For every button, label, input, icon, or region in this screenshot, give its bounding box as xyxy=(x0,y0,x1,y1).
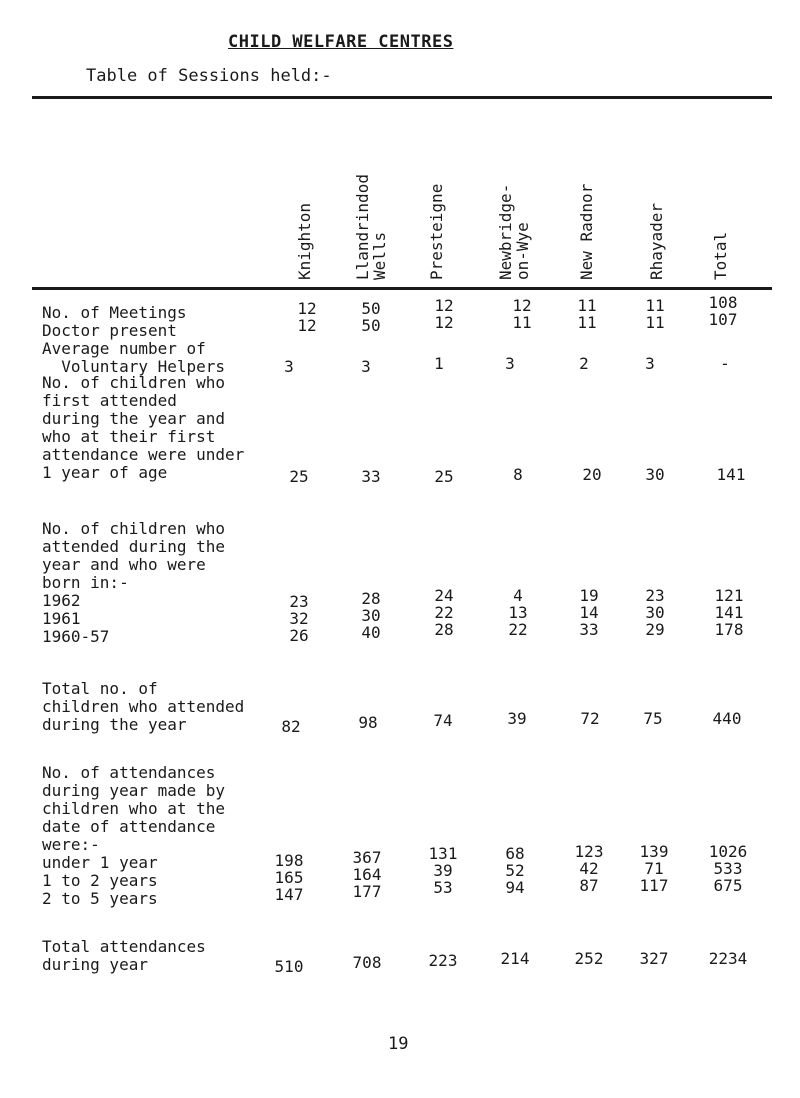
cell-attendances-total: 1026 533 675 xyxy=(708,842,748,895)
cell-meetings-newbridge: 12 11 xyxy=(512,296,532,332)
column-header-presteigne: Presteigne xyxy=(427,183,446,280)
row-label-born-in: No. of children who attended during the year and who were born in:- 1962 1961 1960-57 xyxy=(42,519,226,646)
cell-total-attendances-rhayader: 327 xyxy=(639,949,669,968)
row-label-attendances: No. of attendances during year made by children who at the date of attendance were:- under 1 year 1 to 2 years 2 to 5 years xyxy=(42,763,226,908)
cell-helpers-newbridge: 3 xyxy=(505,354,515,373)
cell-meetings-knighton: 12 12 xyxy=(297,299,317,335)
cell-first-attended-newbridge: 8 xyxy=(513,465,523,484)
cell-meetings-new-radnor: 11 11 xyxy=(577,296,597,332)
cell-meetings-rhayader: 11 11 xyxy=(645,296,665,332)
cell-total-children-presteigne: 74 xyxy=(433,711,453,730)
row-label-total-attendances: Total attendances during year xyxy=(42,937,206,974)
cell-first-attended-presteigne: 25 xyxy=(434,467,454,486)
cell-attendances-presteigne: 131 39 53 xyxy=(428,844,458,897)
cell-helpers-total: - xyxy=(720,354,730,373)
cell-total-children-total: 440 xyxy=(712,709,742,728)
cell-helpers-presteigne: 1 xyxy=(434,354,444,373)
cell-total-children-llandrindod: 98 xyxy=(358,713,378,732)
cell-total-attendances-llandrindod: 708 xyxy=(352,953,382,972)
row-label-total-children: Total no. of children who attended during the year xyxy=(42,679,245,734)
cell-born-in-llandrindod: 28 30 40 xyxy=(361,589,381,642)
cell-meetings-presteigne: 12 12 xyxy=(434,296,454,332)
cell-born-in-presteigne: 24 22 28 xyxy=(434,586,454,639)
cell-total-attendances-newbridge: 214 xyxy=(500,949,530,968)
header-bottom-rule xyxy=(32,287,772,290)
cell-born-in-rhayader: 23 30 29 xyxy=(645,586,665,639)
column-header-llandrindod: Llandrindod Wells xyxy=(353,174,389,280)
cell-total-attendances-total: 2234 xyxy=(708,949,748,968)
column-header-rhayader: Rhayader xyxy=(647,202,666,280)
cell-meetings-total: 108 107 xyxy=(708,293,738,329)
cell-total-attendances-presteigne: 223 xyxy=(428,951,458,970)
cell-total-attendances-knighton: 510 xyxy=(274,957,304,976)
row-label-helpers: Average number of Voluntary Helpers xyxy=(42,339,226,376)
cell-helpers-llandrindod: 3 xyxy=(361,357,371,376)
page-title: CHILD WELFARE CENTRES xyxy=(228,32,454,52)
cell-helpers-new-radnor: 2 xyxy=(579,354,589,373)
column-header-newbridge: Newbridge- on-Wye xyxy=(496,183,532,280)
cell-attendances-knighton: 198 165 147 xyxy=(274,851,304,904)
cell-total-children-new-radnor: 72 xyxy=(580,709,600,728)
cell-attendances-newbridge: 68 52 94 xyxy=(505,844,525,897)
cell-total-children-newbridge: 39 xyxy=(507,709,527,728)
cell-first-attended-rhayader: 30 xyxy=(645,465,665,484)
cell-born-in-newbridge: 4 13 22 xyxy=(508,586,528,639)
column-header-knighton: Knighton xyxy=(295,202,314,280)
cell-attendances-llandrindod: 367 164 177 xyxy=(352,848,382,901)
cell-meetings-llandrindod: 50 50 xyxy=(361,299,381,335)
cell-first-attended-total: 141 xyxy=(716,465,746,484)
cell-total-attendances-new-radnor: 252 xyxy=(574,949,604,968)
cell-attendances-new-radnor: 123 42 87 xyxy=(574,842,604,895)
cell-attendances-rhayader: 139 71 117 xyxy=(639,842,669,895)
table-caption: Table of Sessions held:- xyxy=(86,66,332,86)
column-header-total: Total xyxy=(711,231,730,280)
cell-first-attended-new-radnor: 20 xyxy=(582,465,602,484)
cell-born-in-knighton: 23 32 26 xyxy=(289,592,309,645)
cell-total-children-knighton: 82 xyxy=(281,717,301,736)
cell-helpers-rhayader: 3 xyxy=(645,354,655,373)
cell-total-children-rhayader: 75 xyxy=(643,709,663,728)
column-header-new-radnor: New Radnor xyxy=(577,183,596,280)
cell-first-attended-llandrindod: 33 xyxy=(361,467,381,486)
header-top-rule xyxy=(32,96,772,99)
page-number: 19 xyxy=(388,1034,409,1054)
cell-born-in-total: 121 141 178 xyxy=(714,586,744,639)
cell-born-in-new-radnor: 19 14 33 xyxy=(579,586,599,639)
cell-helpers-knighton: 3 xyxy=(284,357,294,376)
row-label-first-attended: No. of children who first attended during the year and who at their first attendance were under 1 year of age xyxy=(42,373,245,482)
cell-first-attended-knighton: 25 xyxy=(289,467,309,486)
row-label-meetings: No. of Meetings Doctor present xyxy=(42,303,187,340)
